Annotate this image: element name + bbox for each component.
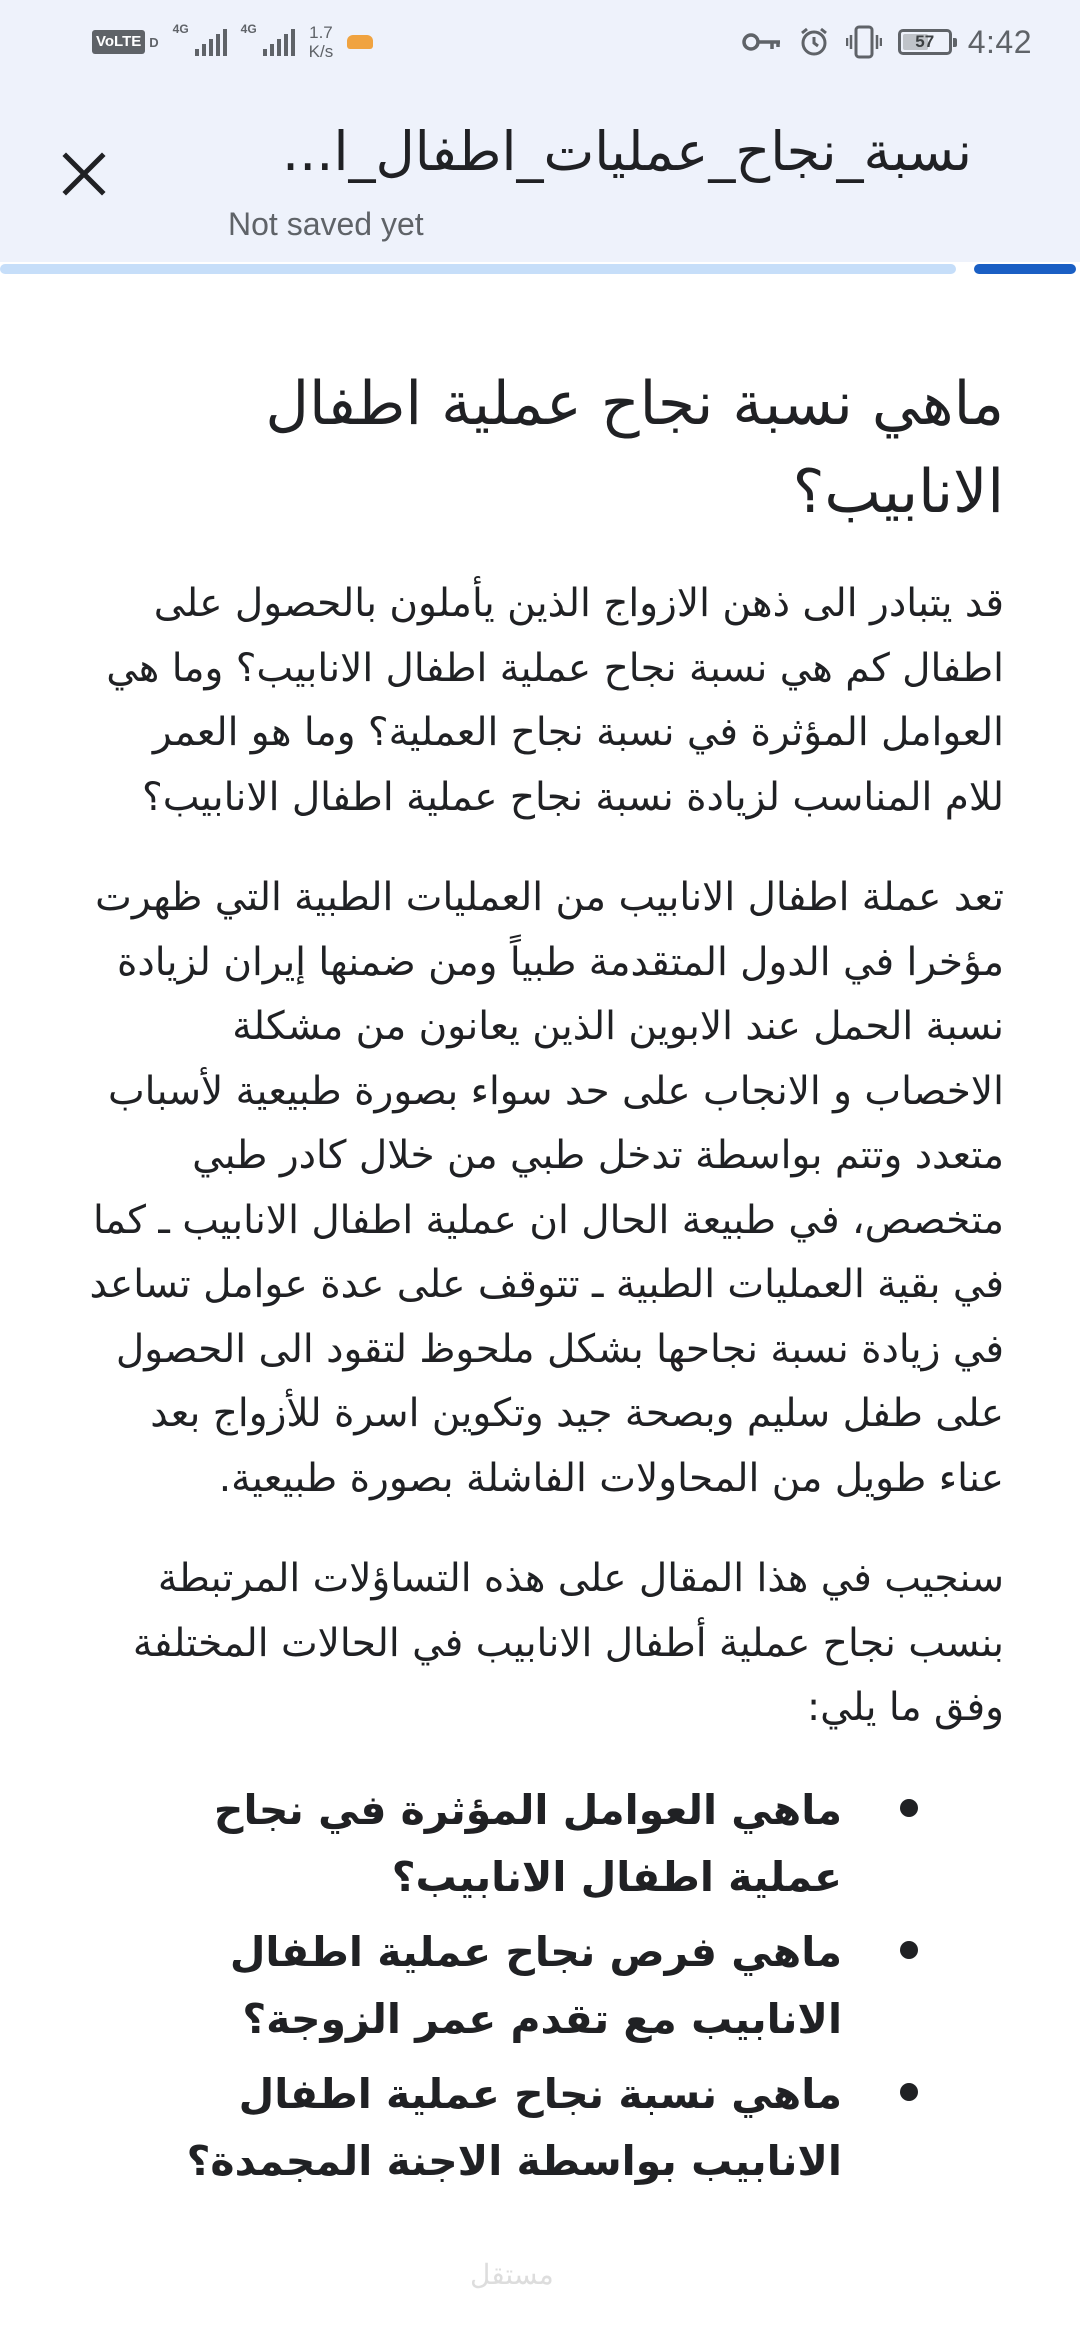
list-item-text: ماهي نسبة نجاح عملية اطفال الانابيب بواسطة الاجنة المجمدة؟ [186, 2069, 842, 2185]
close-button[interactable] [52, 142, 116, 206]
network-speed-value: 1.7 [309, 23, 333, 42]
app-notification-icon [347, 35, 373, 49]
volte-badge: VoLTE [92, 30, 145, 54]
loading-progress-bar [0, 262, 1080, 276]
clock: 4:42 [967, 23, 1032, 60]
paragraph-body: تعد عملة اطفال الانابيب من العمليات الطبية التي ظهرت مؤخرا في الدول المتقدمة طبياً ومن ضمنها إيران لزيادة نسبة الحمل عند الابوين الذين يعانون من مشكلة الاخصاب و الانجاب على حد سواء بصورة طبيعية لأسباب متعدد وتتم بواسطة تدخل طبي من خلال كادر طبي متخصص، في طبيعة الحال ان عملية اطفال الانابيب ـ كما في بقية العمليات الطبية ـ تتوقف على عدة عوامل تساعد في زيادة نسبة نجاحها بشكل ملحوظ لتقود الى الحصول على طفل سليم وبصحة جيد وتكوين اسرة للأزواج بعد عناء طويل من المحاولات الفاشلة بصورة طبيعية. [89, 875, 1004, 1501]
document-content [86, 360, 1004, 2203]
signal-icon-sim1 [172, 22, 227, 56]
list-item-text: ماهي العوامل المؤثرة في نجاح عملية اطفال الانابيب؟ [213, 1785, 842, 1901]
watermark-logo: مستقل [470, 2259, 554, 2290]
list-item-text: ماهي فرص نجاح عملية اطفال الانابيب مع تقدم عمر الزوجة؟ [229, 1927, 842, 2043]
list-item [86, 1777, 1004, 1911]
save-status: Not saved yet [228, 206, 424, 242]
network-speed [309, 23, 334, 61]
alarm-icon [798, 26, 830, 58]
bullet-icon [900, 1941, 918, 1959]
network-type-sim1: 4G [172, 22, 189, 36]
list-item [86, 1919, 1004, 2053]
volte-suffix: D [149, 34, 159, 50]
bullet-icon [900, 1799, 918, 1817]
paragraph-outline: سنجيب في هذا المقال على هذه التساؤلات المرتبطة بنسب نجاح عملية أطفال الانابيب في الحالات المختلفة وفق ما يلي: [132, 1556, 1004, 1730]
question-list [86, 1777, 1004, 2195]
battery-icon [898, 29, 952, 55]
list-item [86, 2061, 1004, 2195]
status-bar [0, 0, 1080, 84]
document-heading: ماهي نسبة نجاح عملية اطفال الانابيب؟ [265, 369, 1004, 527]
document-header [0, 84, 1080, 262]
vibrate-icon [846, 25, 882, 59]
network-speed-unit: K/s [308, 42, 334, 61]
vpn-key-icon [742, 30, 782, 54]
battery-level: 57 [915, 32, 935, 51]
bullet-icon [900, 2083, 918, 2101]
network-type-sim2: 4G [240, 22, 257, 36]
status-bar-right [742, 22, 1032, 62]
signal-icon-sim2 [240, 22, 295, 56]
close-icon [62, 152, 106, 196]
status-bar-left [92, 22, 373, 62]
paragraph-intro: قد يتبادر الى ذهن الازواج الذين يأملون بالحصول على اطفال كم هي نسبة نجاح عملية اطفال الانابيب؟ وما هي العوامل المؤثرة في نسبة نجاح العملية؟ وما هو العمر للام المناسب لزيادة نسبة نجاح عملية اطفال الانابيب؟ [106, 581, 1004, 820]
document-title: نسبة_نجاح_عمليات_اطفال_ا... [281, 120, 972, 183]
